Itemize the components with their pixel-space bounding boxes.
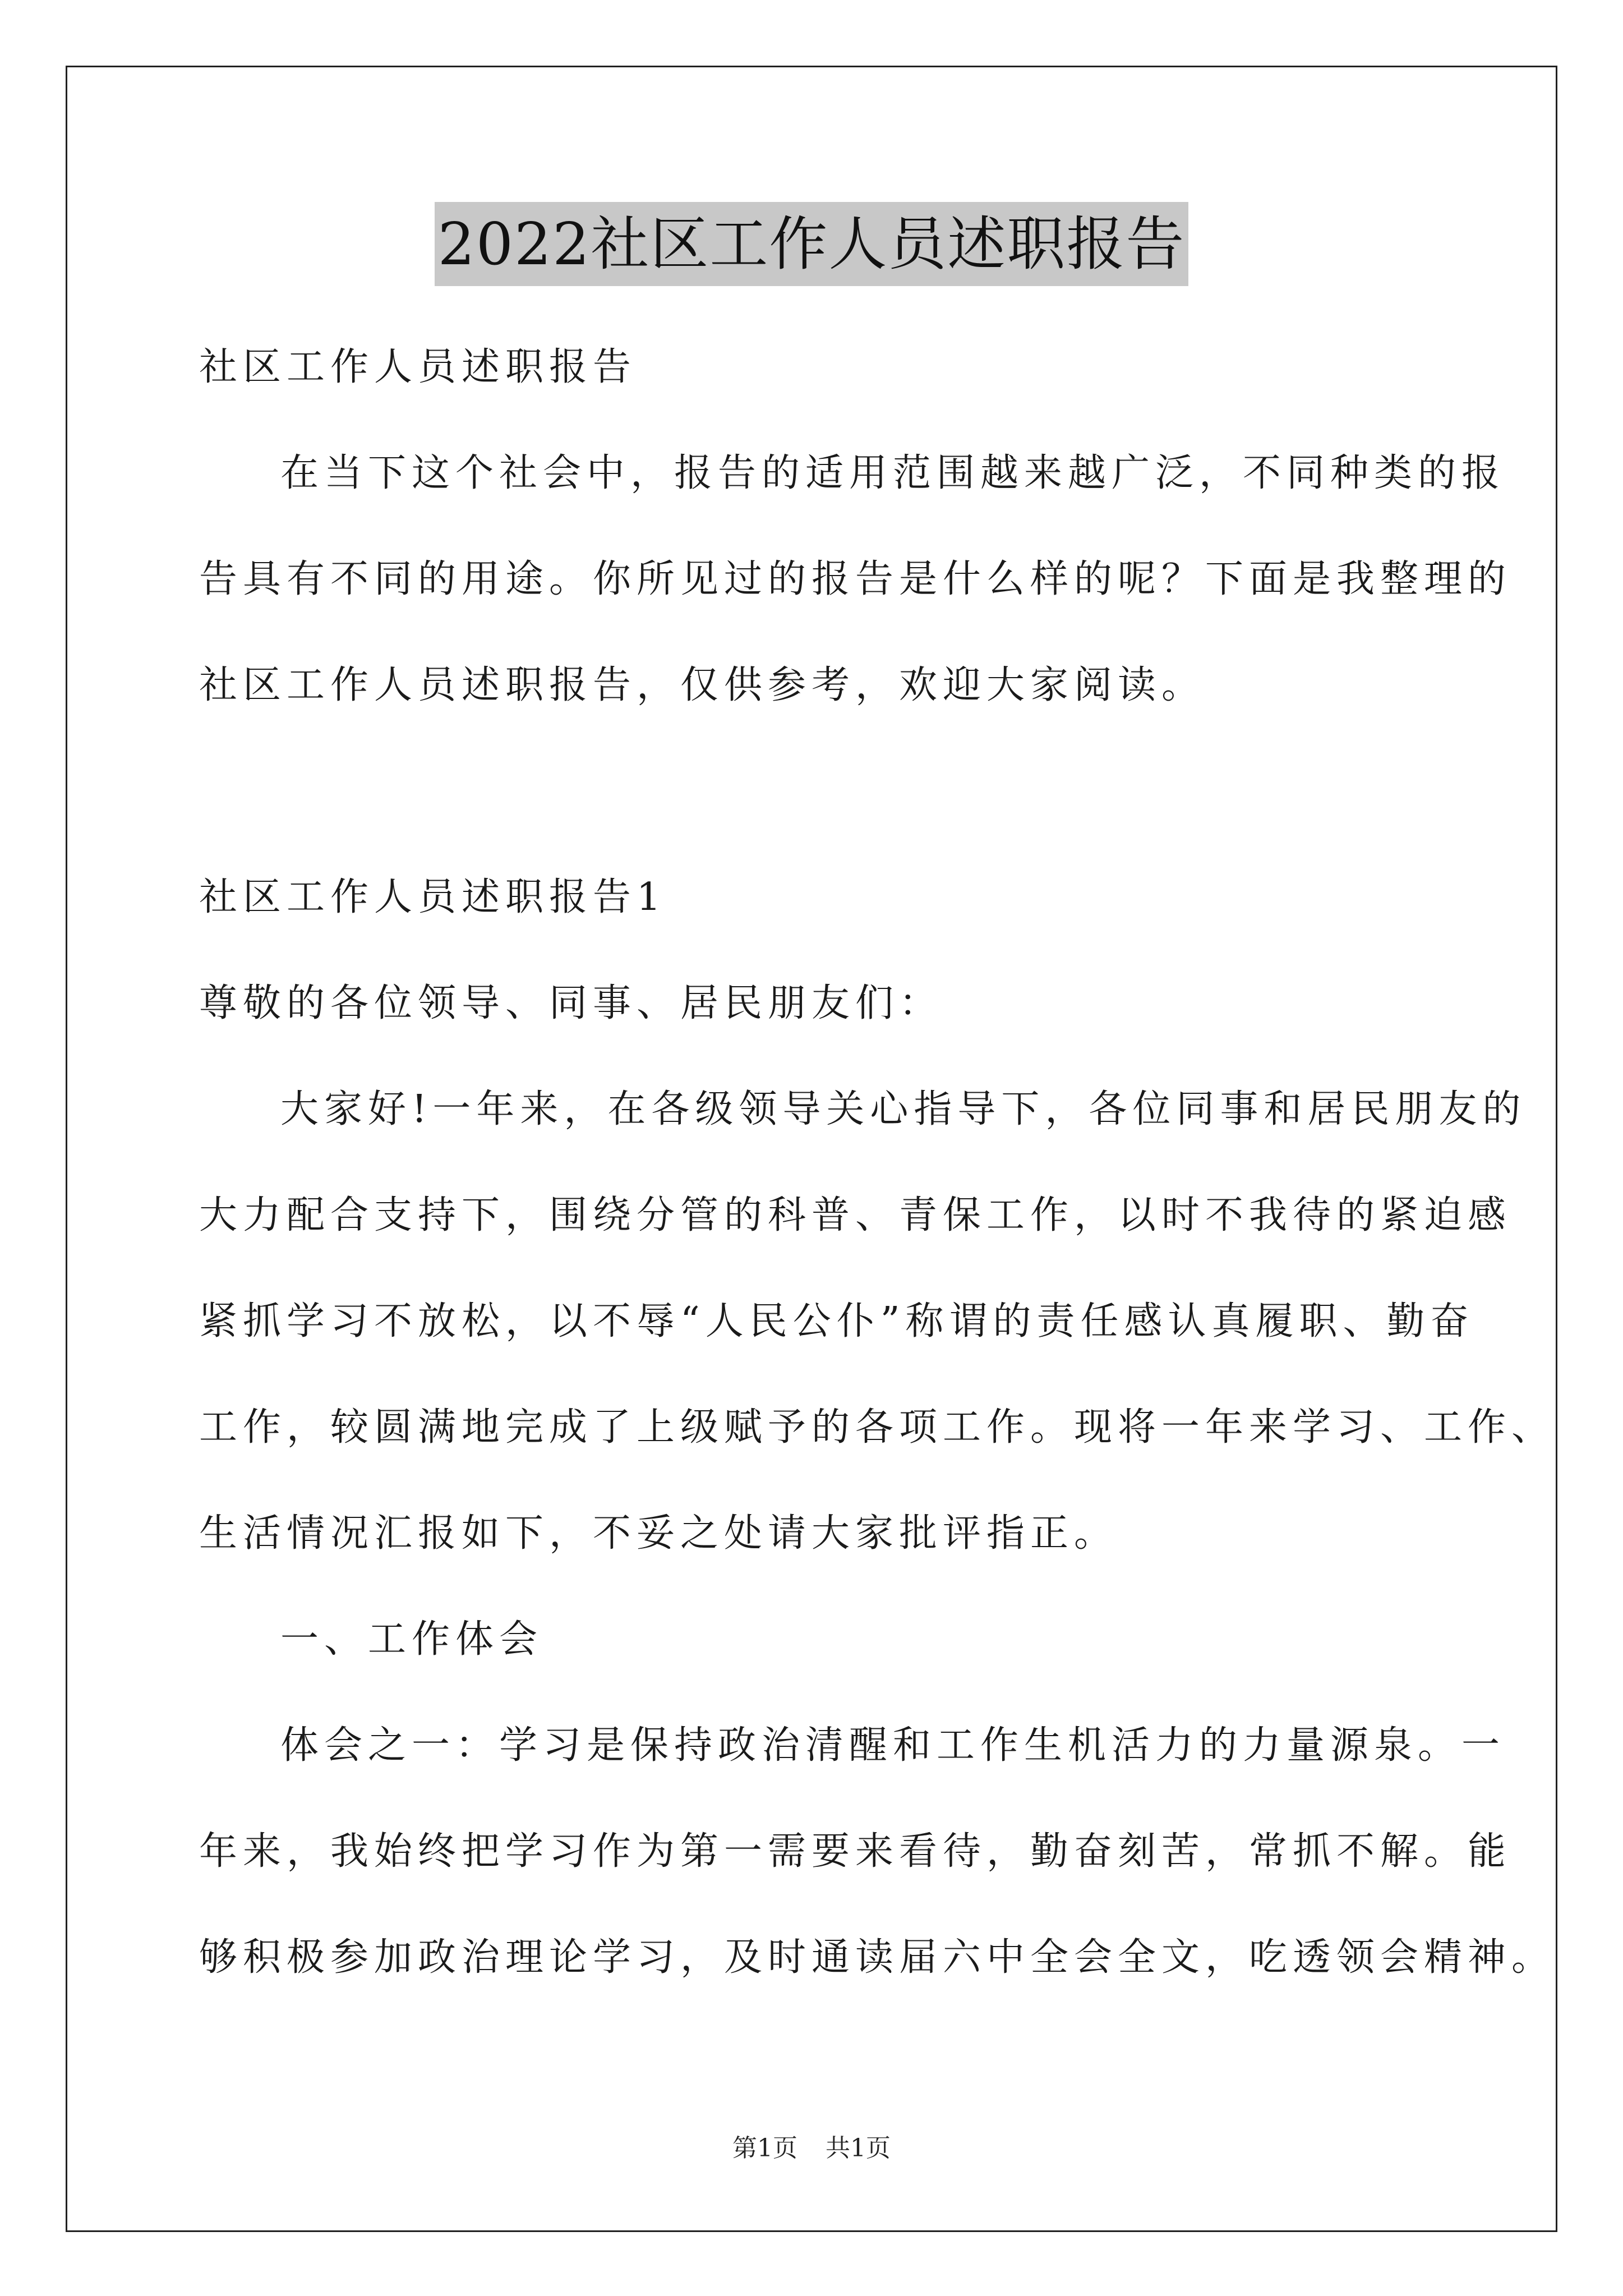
page-number-current: 第1页	[732, 2134, 797, 2162]
document-title: 2022社区工作人员述职报告	[435, 202, 1189, 286]
paragraph-line: 年来，我始终把学习作为第一需要来看待，勤奋刻苦，常抓不解。能	[199, 1829, 1512, 1874]
paragraph-line: 紧抓学习不放松，以不辱“人民公仆”称谓的责任感认真履职、勤奋	[199, 1299, 1474, 1343]
paragraph-line: 够积极参加政治理论学习，及时通读届六中全会全文，吃透领会精神。	[199, 1935, 1556, 1980]
salutation-line: 尊敬的各位领导、同事、居民朋友们：	[199, 981, 943, 1025]
page-footer	[0, 2132, 1623, 2165]
blank-line	[199, 738, 1427, 844]
section-heading: 社区工作人员述职报告1	[199, 875, 667, 919]
paragraph-line: 在当下这个社会中，报告的适用范围越来越广泛，不同种类的报	[280, 451, 1506, 495]
paragraph-line: 大力配合支持下，围绕分管的科普、青保工作，以时不我待的紧迫感	[199, 1193, 1512, 1237]
paragraph-line: 告具有不同的用途。你所见过的报告是什么样的呢？下面是我整理的	[199, 557, 1512, 601]
paragraph-line: 体会之一：学习是保持政治清醒和工作生机活力的力量源泉。一	[280, 1723, 1506, 1768]
paragraph-line: 工作，较圆满地完成了上级赋予的各项工作。现将一年来学习、工作、	[199, 1405, 1556, 1450]
paragraph-line: 社区工作人员述职报告，仅供参考，欢迎大家阅读。	[199, 663, 1206, 707]
subtitle-line: 社区工作人员述职报告	[199, 345, 637, 389]
subsection-heading: 一、工作体会	[280, 1617, 543, 1662]
paragraph-line: 生活情况汇报如下，不妥之处请大家批评指正。	[199, 1511, 1118, 1556]
paragraph-line: 大家好!一年来，在各级领导关心指导下，各位同事和居民朋友的	[280, 1087, 1527, 1131]
title-container	[0, 202, 1623, 286]
document-body	[199, 314, 1556, 2010]
page-number-total: 共1页	[826, 2134, 891, 2162]
